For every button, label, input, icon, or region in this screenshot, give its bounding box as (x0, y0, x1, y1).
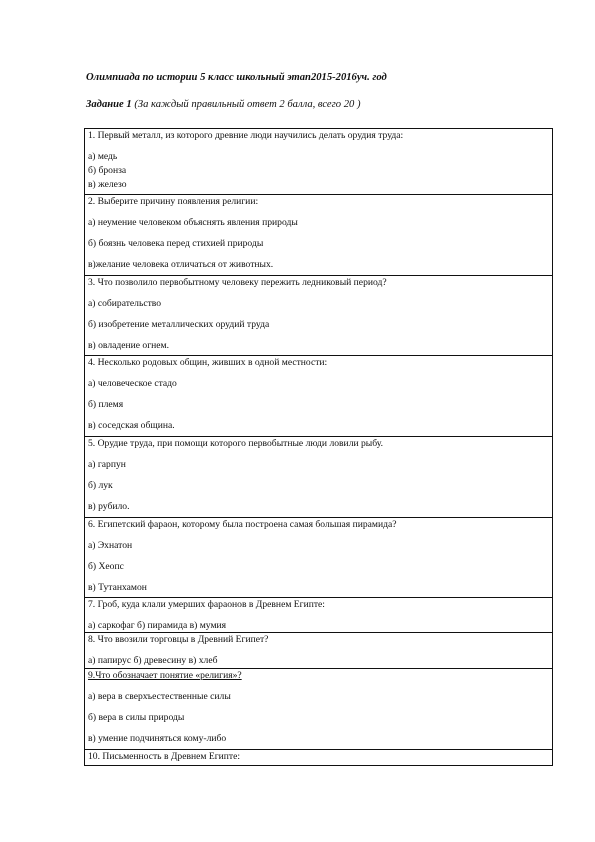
answer-option: б) лук (88, 480, 113, 491)
question-9 (85, 669, 552, 750)
answer-option: а) медь (88, 151, 118, 162)
task-heading (86, 99, 360, 110)
answer-option: в) железо (88, 179, 127, 190)
answer-option: а) неумение человеком объяснять явления природы (88, 217, 298, 228)
question-8 (85, 633, 552, 669)
answer-option: а) человеческое стадо (88, 378, 177, 389)
answer-option: в)желание человека отличаться от животных. (88, 259, 274, 270)
answer-option: а) папирус б) древесину в) хлеб (88, 655, 218, 666)
question-text: 6. Египетский фараон, которому была построена самая большая пирамида? (88, 519, 397, 530)
answer-option: а) Эхнатон (88, 540, 133, 551)
question-6 (85, 518, 552, 598)
answer-option: б) изобретение металлических орудий труда (88, 319, 270, 330)
answer-option: в) рубило. (88, 501, 130, 512)
answer-option: а) собирательство (88, 298, 162, 309)
question-2 (85, 195, 552, 276)
quiz-table (84, 128, 553, 766)
task-label: Задание 1 (86, 99, 132, 110)
task-note: (За каждый правильный ответ 2 балла, всего 20 ) (134, 99, 361, 110)
answer-option: б) племя (88, 399, 124, 410)
question-text: 10. Письменность в Древнем Египте: (88, 751, 241, 762)
olympiad-title: Олимпиада по истории 5 класс школьный этап2015-2016уч. год (86, 72, 387, 83)
question-1 (85, 129, 552, 195)
answer-option: а) саркофаг б) пирамида в) мумия (88, 620, 227, 631)
question-text: 8. Что ввозили торговцы в Древний Египет? (88, 634, 269, 645)
question-4 (85, 356, 552, 437)
question-text: 1. Первый металл, из которого древние люди научились делать орудия труда: (88, 130, 404, 141)
answer-option: б) вера в силы природы (88, 712, 185, 723)
answer-option: б) Хеопс (88, 561, 124, 572)
question-text: 4. Несколько родовых общин, живших в одной местности: (88, 357, 328, 368)
answer-option: в) умение подчиняться кому-либо (88, 733, 227, 744)
answer-option: в) соседская община. (88, 420, 175, 431)
question-text: 5. Орудие труда, при помощи которого первобытные люди ловили рыбу. (88, 438, 384, 449)
question-text: 7. Гроб, куда клали умерших фараонов в Древнем Египте: (88, 599, 325, 610)
answer-option: в) овладение огнем. (88, 340, 170, 351)
question-7 (85, 598, 552, 633)
answer-option: б) бронза (88, 165, 127, 176)
answer-option: а) вера в сверхъестественные силы (88, 691, 231, 702)
question-3 (85, 276, 552, 356)
question-text: 2. Выберите причину появления религии: (88, 196, 259, 207)
answer-option: б) боязнь человека перед стихией природы (88, 238, 264, 249)
answer-option: а) гарпун (88, 459, 126, 470)
question-text: 9.Что обозначает понятие «религия»? (88, 670, 242, 681)
answer-option: в) Тутанхамон (88, 582, 147, 593)
question-text: 3. Что позволило первобытному человеку пережить ледниковый период? (88, 277, 387, 288)
question-5 (85, 437, 552, 518)
question-10 (85, 750, 552, 765)
